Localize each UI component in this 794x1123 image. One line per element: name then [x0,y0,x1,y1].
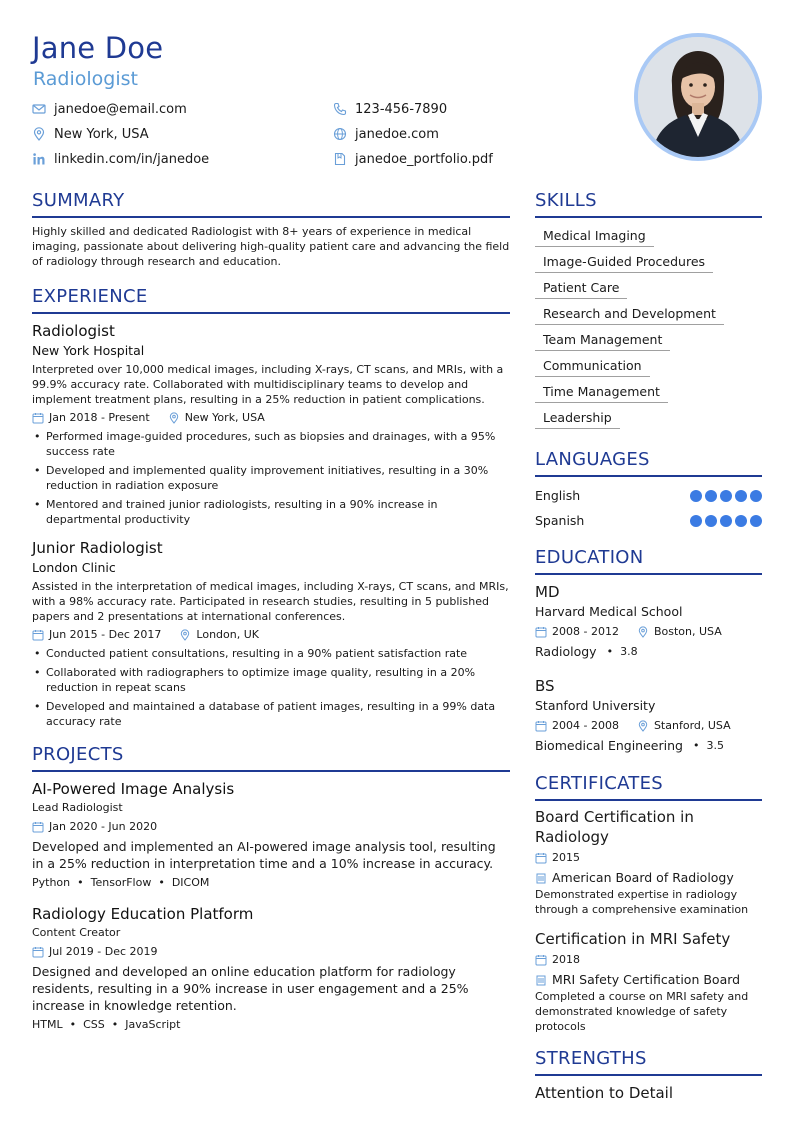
contact-linkedin[interactable] [32,150,209,168]
bullet-item: • Performed image-guided procedures, such as biopsies and drainages, with a 95% success rate [32,429,510,459]
education-dates: 2004 - 2008 [552,719,619,732]
skill-item: Image-Guided Procedures [535,252,713,273]
job-title: Junior Radiologist [32,539,163,557]
skill-item: Patient Care [535,278,627,299]
certificate-item [535,807,762,917]
left-column [32,190,510,1033]
portfolio-text: janedoe_portfolio.pdf [355,151,493,167]
certificate-title: Board Certification in Radiology [535,808,694,846]
project-item [32,778,510,891]
certificate-issuer [535,971,762,989]
bullet-item: • Mentored and trained junior radiologists, resulting in a 90% increase in departmental productivity [32,497,510,527]
certificate-meta [535,850,762,866]
skill-item: Medical Imaging [535,226,654,247]
strength-item: Attention to Detail [535,1084,674,1102]
skills-heading: SKILLS [535,190,762,218]
tag: DICOM [171,876,210,889]
project-tags: HTML • CSS • JavaScript [32,1018,181,1031]
project-role: Lead Radiologist [32,801,123,814]
candidate-title: Radiologist [33,68,138,90]
bullet-item: • Developed and maintained a database of patient images, resulting in a 99% data accuracy rate [32,699,510,729]
phone-icon [333,102,347,116]
project-meta [32,944,510,960]
contact-location [32,125,149,143]
project-meta [32,819,510,835]
job-meta [32,410,510,426]
certificate-year: 2018 [552,953,580,966]
experience-heading: EXPERIENCE [32,286,510,314]
issuer-name: American Board of Radiology [552,870,734,885]
project-role: Content Creator [32,926,121,939]
job-bullets [32,429,510,527]
location-pin-icon [32,127,46,141]
field-name: Radiology [535,644,597,659]
contact-phone[interactable] [333,100,447,118]
location-pin-icon [637,626,649,638]
project-title: Radiology Education Platform [32,905,254,923]
contact-email[interactable] [32,100,187,118]
tag: TensorFlow [90,876,152,889]
education-field: Biomedical Engineering • 3.5 [535,738,724,753]
tag: CSS [83,1018,105,1031]
language-level-dots [690,490,762,502]
calendar-icon [535,626,547,638]
calendar-icon [32,412,44,424]
skills-list [535,225,762,433]
project-item [32,903,510,1033]
job-org: New York Hospital [32,343,145,358]
languages-heading: LANGUAGES [535,449,762,477]
linkedin-icon [32,152,46,166]
bullet-item: • Developed and implemented quality improvement initiatives, resulting in a 30% reduction in radiation exposure [32,463,510,493]
document-icon [333,152,347,166]
calendar-icon [32,946,44,958]
skill-item: Research and Development [535,304,724,325]
right-column [535,190,762,1104]
job-desc: Interpreted over 10,000 medical images, including X-rays, CT scans, and MRIs, with a 99.9% accuracy rate. Collaborated with multidisciplinary teams to develop and implement treatment plans, resulting in a 25% reduction in patient complications. [32,363,504,406]
job-bullets [32,646,510,729]
education-location: Boston, USA [653,625,722,638]
job-dates: Jan 2018 - Present [49,411,150,424]
project-dates: Jan 2020 - Jun 2020 [49,820,158,833]
job-title: Radiologist [32,322,115,340]
school: Harvard Medical School [535,604,683,619]
project-desc: Developed and implemented an AI-powered image analysis tool, resulting in a 25% reduction in interpretation time and a 10% increase in accuracy. [32,839,496,871]
linkedin-text: linkedin.com/in/janedoe [54,151,210,167]
certificates-heading: CERTIFICATES [535,773,762,801]
tag: Python [32,876,71,889]
certificate-desc: Demonstrated expertise in radiology through a comprehensive examination [535,888,749,916]
calendar-icon [535,954,547,966]
language-row [535,483,762,508]
summary-heading: SUMMARY [32,190,510,218]
tag: HTML [32,1018,63,1031]
candidate-name: Jane Doe [32,31,164,65]
building-icon [535,974,547,986]
experience-item [32,537,510,729]
certificate-title: Certification in MRI Safety [535,930,731,948]
website-text: janedoe.com [355,126,439,142]
education-field: Radiology • 3.8 [535,644,638,659]
skill-item: Time Management [535,382,668,403]
location-pin-icon [168,412,180,424]
project-title: AI-Powered Image Analysis [32,780,235,798]
skill-item: Communication [535,356,650,377]
tag: JavaScript [125,1018,181,1031]
job-org: London Clinic [32,560,116,575]
education-meta [535,624,762,640]
location-text: New York, USA [54,126,149,142]
email-icon [32,102,46,116]
education-dates: 2008 - 2012 [552,625,619,638]
certificate-issuer [535,869,762,887]
globe-icon [333,127,347,141]
certificate-item [535,929,762,1034]
certificate-year: 2015 [552,851,580,864]
school: Stanford University [535,698,656,713]
calendar-icon [32,821,44,833]
calendar-icon [535,852,547,864]
gpa: 3.8 [620,645,638,658]
building-icon [535,872,547,884]
skill-item: Leadership [535,408,620,429]
job-location: London, UK [196,628,260,641]
projects-heading: PROJECTS [32,744,510,772]
project-tags: Python • TensorFlow • DICOM [32,876,210,889]
education-heading: EDUCATION [535,547,762,575]
contact-portfolio[interactable] [333,150,493,168]
issuer-name: MRI Safety Certification Board [552,972,741,987]
language-level-dots [690,515,762,527]
gpa: 3.5 [706,739,724,752]
profile-photo [634,33,762,161]
language-row [535,508,762,533]
certificate-meta [535,952,762,968]
job-location: New York, USA [184,411,265,424]
bullet-item: • Collaborated with radiographers to optimize image quality, resulting in a 20% reduction in repeat scans [32,665,510,695]
skill-item: Team Management [535,330,670,351]
education-location: Stanford, USA [653,719,731,732]
degree: BS [535,677,555,695]
project-desc: Designed and developed an online education platform for radiology residents, resulting in a 90% increase in user engagement and a 25% increase in knowledge retention. [32,964,469,1013]
contact-website[interactable] [333,125,439,143]
education-meta [535,718,762,734]
job-dates: Jun 2015 - Dec 2017 [49,628,162,641]
education-item [535,675,762,755]
experience-item [32,320,510,527]
location-pin-icon [637,720,649,732]
strengths-heading: STRENGTHS [535,1048,762,1076]
language-name: English [535,488,581,503]
job-desc: Assisted in the interpretation of medical images, including X-rays, CT scans, and MRIs, with a 98% accuracy rate. Participated in research studies, resulting in 5 published papers and 2 presentations at international conferences. [32,580,509,623]
calendar-icon [32,629,44,641]
summary-text: Highly skilled and dedicated Radiologist with 8+ years of experience in medical imaging, passionate about delivering high-quality patient care and advancing the field of radiology through research and education. [32,225,510,268]
education-item [535,581,762,661]
location-pin-icon [179,629,191,641]
project-dates: Jul 2019 - Dec 2019 [49,945,158,958]
field-name: Biomedical Engineering [535,738,683,753]
bullet-item: • Conducted patient consultations, resulting in a 90% patient satisfaction rate [32,646,510,661]
language-name: Spanish [535,513,585,528]
job-meta [32,627,510,643]
phone-text: 123-456-7890 [355,101,448,117]
certificate-desc: Completed a course on MRI safety and demonstrated knowledge of safety protocols [535,990,749,1033]
degree: MD [535,583,560,601]
email-text: janedoe@email.com [54,101,187,117]
calendar-icon [535,720,547,732]
